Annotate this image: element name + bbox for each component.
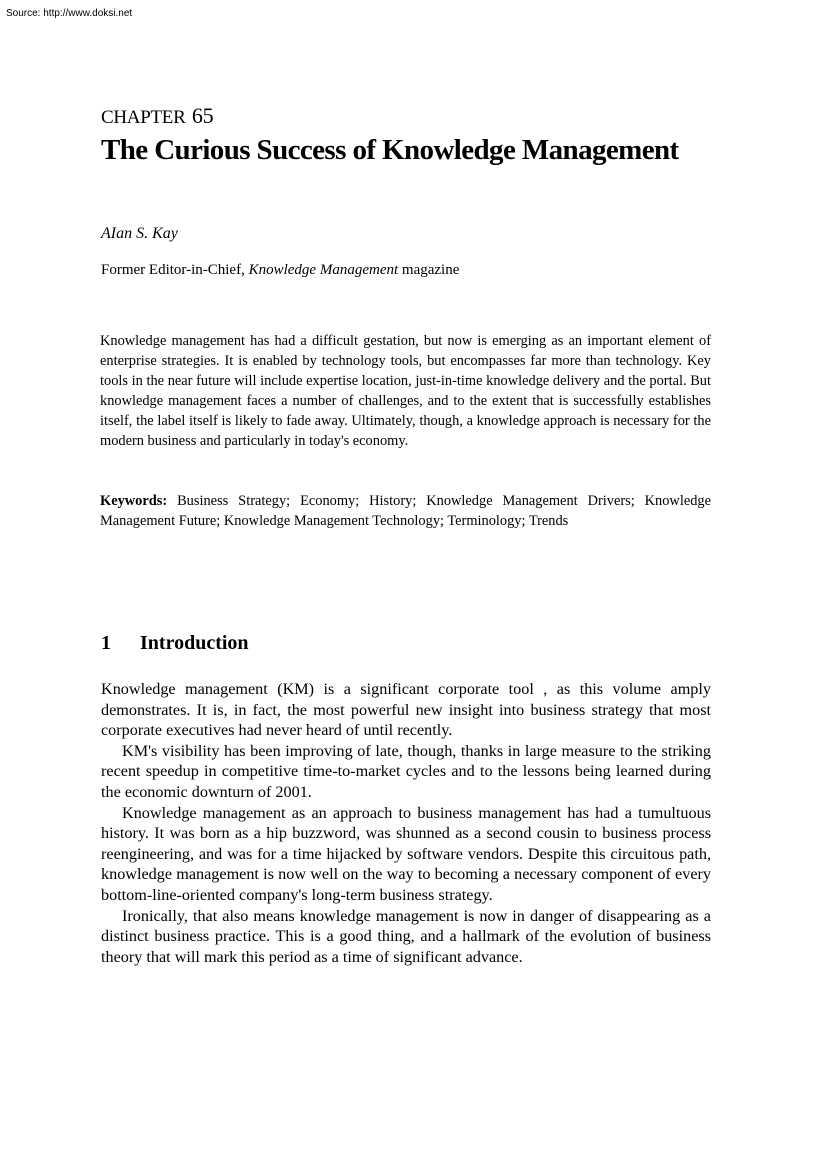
- abstract: Knowledge management has had a difficult gestation, but now is emerging as an important element of enterprise strategies. It is enabled by technology tools, but encompasses far more than technology. Key tools in the near future will include expertise location, just-in-time knowledge delivery and the portal. But knowledge management faces a number of challenges, and to the extent that is successfully establishes itself, the label itself is likely to fade away. Ultimately, though, a knowledge approach is necessary for the modern business and particularly in today's economy.: [100, 333, 711, 449]
- paragraph: Ironically, that also means knowledge management is now in danger of disappearing as a distinct business practice. This is a good thing, and a hallmark of the evolution of business theory that will mark this period as a time of significant advance.: [101, 906, 711, 966]
- chapter-number: 65: [191, 103, 214, 128]
- author-name: AIan S. Kay: [101, 225, 178, 242]
- paragraph: Knowledge management as an approach to business management has had a tumultuous history. It was born as a hip buzzword, was shunned as a second cousin to business process reengineering, and was for a time hijacked by software vendors. Despite this circuitous path, knowledge management is now well on the way to becoming a necessary component of every bottom-line-oriented company's long-term business strategy.: [101, 803, 711, 904]
- affiliation-suffix: magazine: [398, 262, 460, 278]
- affiliation-prefix: Former Editor-in-Chief,: [101, 262, 249, 278]
- source-line: Source: http://www.doksi.net: [6, 8, 133, 19]
- keywords-text: Business Strategy; Economy; History; Knowledge Management Drivers; Knowledge Management Future; Knowledge Management Technology; Terminology; Trends: [100, 493, 711, 529]
- section-number: 1: [101, 632, 111, 654]
- keywords-label: Keywords:: [100, 493, 168, 509]
- section-body: [101, 679, 711, 967]
- chapter-word: CHAPTER: [101, 107, 186, 128]
- section-title: Introduction: [140, 632, 249, 654]
- author-affiliation: [101, 262, 459, 279]
- affiliation-publication: Knowledge Management: [248, 262, 399, 278]
- paragraph: KM's visibility has been improving of late, though, thanks in large measure to the striking recent speedup in competitive time-to-market cycles and to the lessons being learned during the economic downturn of 2001.: [101, 741, 711, 801]
- chapter-label: [101, 103, 213, 129]
- chapter-title: The Curious Success of Knowledge Management: [101, 134, 679, 166]
- keywords: [100, 491, 711, 531]
- section-heading: [101, 632, 249, 655]
- paragraph: Knowledge management (KM) is a significant corporate tool , as this volume amply demonstrates. It is, in fact, the most powerful new insight into business strategy that most corporate executives had never heard of until recently.: [101, 680, 711, 740]
